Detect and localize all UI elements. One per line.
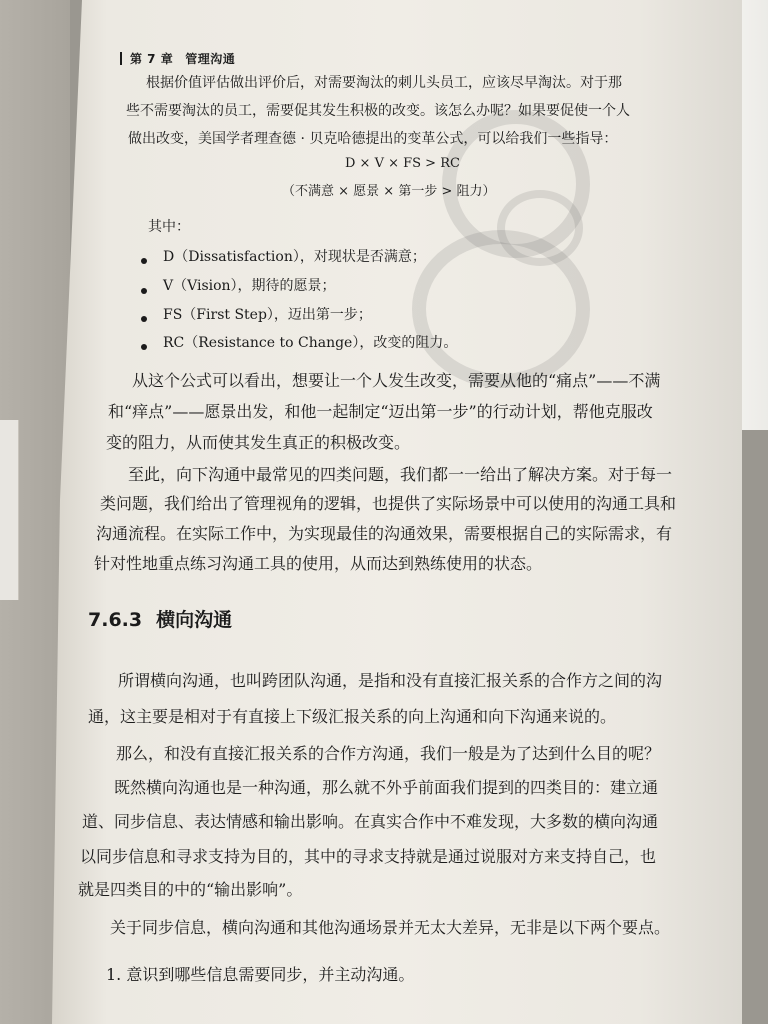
- text-line: 沟通流程。在实际工作中，为实现最佳的沟通效果，需要根据自己的实际需求，有: [96, 524, 673, 543]
- text-line: 从这个公式可以看出，想要让一个人发生改变，需要从他的“痛点”——不满: [132, 371, 661, 390]
- section-number: 7.6.3: [88, 609, 143, 631]
- text-line: 以同步信息和寻求支持为目的，其中的寻求支持就是通过说服对方来支持自己，也: [80, 847, 657, 866]
- formula-expression: D × V × FS > RC: [345, 156, 460, 171]
- text-line: 就是四类目的中的“输出影响”。: [78, 880, 303, 899]
- text-line: 类问题，我们给出了管理视角的逻辑，也提供了实际场景中可以使用的沟通工具和: [100, 494, 677, 513]
- section-heading: [88, 605, 232, 632]
- text-line: 至此，向下沟通中最常见的四类问题，我们都一一给出了解决方案。对于每一: [128, 465, 673, 484]
- where-label: 其中：: [148, 219, 190, 235]
- bullet-dot: [141, 344, 147, 350]
- text-line: 做出改变，美国学者理查德 · 贝克哈德提出的变革公式，可以给我们一些指导：: [128, 131, 618, 147]
- chapter-title: 管理沟通: [185, 52, 236, 66]
- text-line: 和“痒点”——愿景出发，和他一起制定“迈出第一步”的行动计划，帮他克服改: [108, 402, 653, 421]
- bullet-item: D（Dissatisfaction），对现状是否满意；: [163, 249, 426, 265]
- numbered-item: [106, 962, 414, 985]
- text-line: 通，这主要是相对于有直接上下级汇报关系的向上沟通和向下沟通来说的。: [88, 707, 617, 726]
- text-line: 那么，和没有直接汇报关系的合作方沟通，我们一般是为了达到什么目的呢？: [116, 744, 661, 763]
- text-line: 针对性地重点练习沟通工具的使用，从而达到熟练使用的状态。: [94, 554, 543, 573]
- running-header: [120, 50, 235, 67]
- bullet-dot: [141, 316, 147, 322]
- header-bar: [120, 52, 122, 65]
- text-line: 些不需要淘汰的员工，需要促其发生积极的改变。该怎么办呢？如果要促使一个人: [126, 103, 630, 119]
- bullet-item: FS（First Step），迈出第一步；: [163, 307, 372, 323]
- item-number: 1.: [106, 965, 122, 984]
- text-line: 关于同步信息，横向沟通和其他沟通场景并无太大差异，无非是以下两个要点。: [110, 918, 671, 937]
- item-text: 意识到哪些信息需要同步，并主动沟通。: [126, 965, 415, 984]
- bullet-item: V（Vision），期待的愿景；: [163, 278, 336, 294]
- text-line: 既然横向沟通也是一种沟通，那么就不外乎前面我们提到的四类目的：建立通: [114, 778, 659, 797]
- bullet-dot: [141, 288, 147, 294]
- text-line: 所谓横向沟通，也叫跨团队沟通，是指和没有直接汇报关系的合作方之间的沟: [118, 671, 663, 690]
- text-line: 道、同步信息、表达情感和输出影响。在真实合作中不难发现，大多数的横向沟通: [82, 812, 659, 831]
- bullet-item: RC（Resistance to Change），改变的阻力。: [163, 335, 458, 351]
- bullet-dot: [141, 258, 147, 264]
- chapter-number: 第 7 章: [130, 52, 174, 66]
- text-line: 变的阻力，从而使其发生真正的积极改变。: [106, 433, 411, 452]
- formula-explanation: （不满意 × 愿景 × 第一步 > 阻力）: [282, 184, 496, 199]
- section-title: 横向沟通: [156, 609, 233, 631]
- text-line: 根据价值评估做出评价后，对需要淘汰的刺儿头员工，应该尽早淘汰。对于那: [146, 75, 622, 91]
